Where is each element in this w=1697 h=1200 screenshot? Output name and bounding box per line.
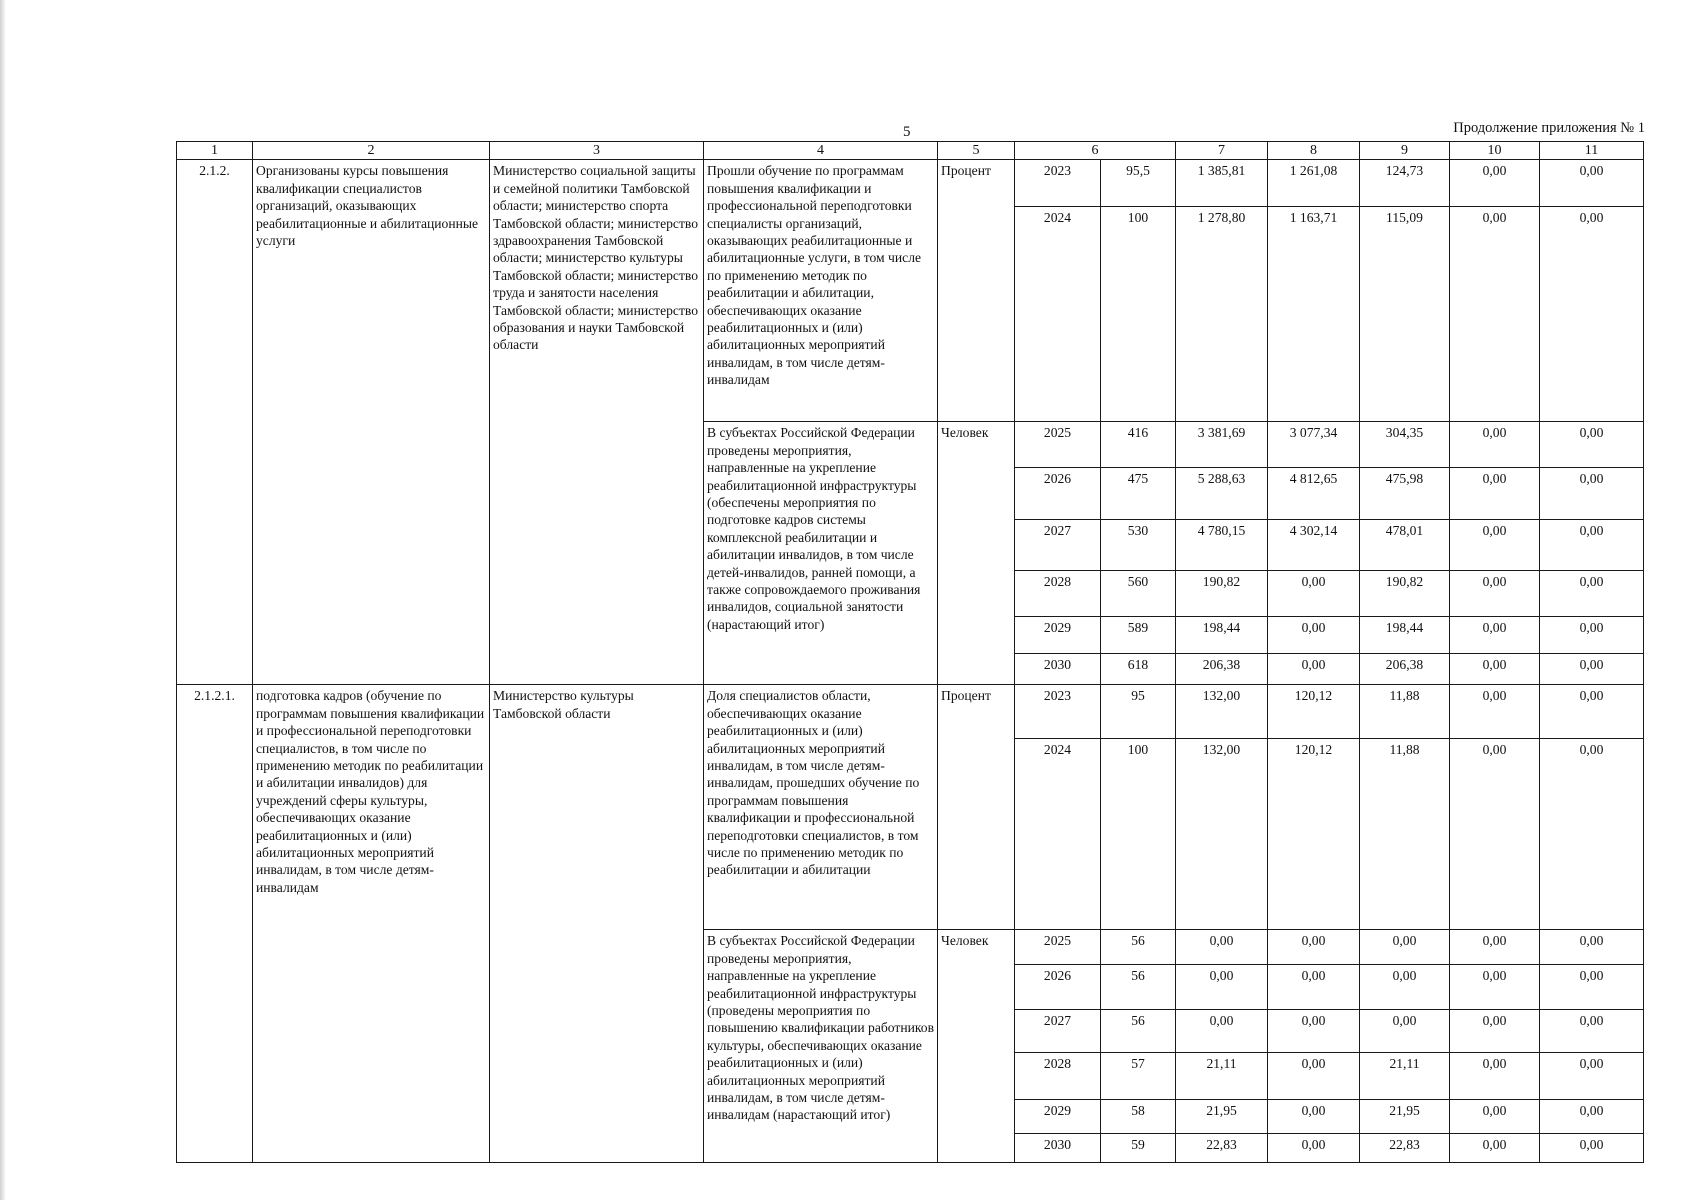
target-value-cell: 56: [1101, 1010, 1176, 1053]
year-cell: 2028: [1015, 571, 1101, 617]
federal-funding-cell: 4 302,14: [1268, 520, 1360, 571]
regional-funding-cell: 11,88: [1360, 685, 1450, 739]
target-value-cell: 59: [1101, 1134, 1176, 1163]
regional-funding-cell: 21,11: [1360, 1053, 1450, 1100]
target-value-cell: 530: [1101, 520, 1176, 571]
program-table: [176, 141, 1644, 1163]
other-funding-cell: 0,00: [1540, 160, 1644, 207]
total-funding-cell: 3 381,69: [1176, 422, 1268, 468]
target-value-cell: 58: [1101, 1100, 1176, 1134]
year-cell: 2028: [1015, 1053, 1101, 1100]
year-cell: 2027: [1015, 520, 1101, 571]
regional-funding-cell: 190,82: [1360, 571, 1450, 617]
federal-funding-cell: 3 077,34: [1268, 422, 1360, 468]
other-funding-cell: 0,00: [1540, 1053, 1644, 1100]
other-funding-cell: 0,00: [1540, 930, 1644, 965]
local-funding-cell: 0,00: [1450, 1053, 1540, 1100]
other-funding-cell: 0,00: [1540, 468, 1644, 520]
header-col-5: 5: [938, 142, 1015, 160]
local-funding-cell: 0,00: [1450, 1010, 1540, 1053]
other-funding-cell: 0,00: [1540, 617, 1644, 654]
regional-funding-cell: 21,95: [1360, 1100, 1450, 1134]
header-col-9: 9: [1360, 142, 1450, 160]
federal-funding-cell: 0,00: [1268, 617, 1360, 654]
total-funding-cell: 0,00: [1176, 965, 1268, 1010]
target-value-cell: 589: [1101, 617, 1176, 654]
other-funding-cell: 0,00: [1540, 520, 1644, 571]
indicator-text: Доля специалистов области, обеспечивающих оказание реабилитационных и (или) абилитационных мероприятий инвалидам, в том числе детям-инвалидам, прошедших обучение по программам повышения квалификации и профессиональной переподготовки специалистов, в том числе по применению методик по реабилитации и абилитации: [704, 685, 938, 930]
measure-code: 2.1.2.: [177, 160, 253, 685]
total-funding-cell: 0,00: [1176, 1010, 1268, 1053]
header-col-1: 1: [177, 142, 253, 160]
header-col-3: 3: [490, 142, 704, 160]
year-cell: 2026: [1015, 468, 1101, 520]
year-cell: 2023: [1015, 685, 1101, 739]
other-funding-cell: 0,00: [1540, 685, 1644, 739]
local-funding-cell: 0,00: [1450, 1100, 1540, 1134]
header-col-2: 2: [253, 142, 490, 160]
measure-executor: Министерство культуры Тамбовской области: [490, 685, 704, 1163]
local-funding-cell: 0,00: [1450, 160, 1540, 207]
total-funding-cell: 21,95: [1176, 1100, 1268, 1134]
total-funding-cell: 5 288,63: [1176, 468, 1268, 520]
scan-edge: [0, 0, 6, 1200]
page-number: 5: [903, 124, 911, 140]
regional-funding-cell: 11,88: [1360, 739, 1450, 930]
local-funding-cell: 0,00: [1450, 422, 1540, 468]
table-row: [177, 160, 1644, 207]
target-value-cell: 100: [1101, 739, 1176, 930]
year-cell: 2029: [1015, 617, 1101, 654]
target-value-cell: 95,5: [1101, 160, 1176, 207]
federal-funding-cell: 0,00: [1268, 654, 1360, 685]
regional-funding-cell: 0,00: [1360, 965, 1450, 1010]
measure-executor: Министерство социальной защиты и семейной политики Тамбовской области; министерство спорта Тамбовской области; министерство здравоохранения Тамбовской области; министерство культуры Тамбовской области; министерство труда и занятости населения Тамбовской области; министерство образования и науки Тамбовской области: [490, 160, 704, 685]
federal-funding-cell: 120,12: [1268, 685, 1360, 739]
regional-funding-cell: 198,44: [1360, 617, 1450, 654]
other-funding-cell: 0,00: [1540, 1100, 1644, 1134]
year-cell: 2024: [1015, 207, 1101, 422]
local-funding-cell: 0,00: [1450, 739, 1540, 930]
total-funding-cell: 198,44: [1176, 617, 1268, 654]
other-funding-cell: 0,00: [1540, 207, 1644, 422]
federal-funding-cell: 4 812,65: [1268, 468, 1360, 520]
target-value-cell: 57: [1101, 1053, 1176, 1100]
other-funding-cell: 0,00: [1540, 422, 1644, 468]
indicator-text: В субъектах Российской Федерации проведены мероприятия, направленные на укрепление реабилитационной инфраструктуры (проведены мероприятия по повышению квалификации работников культуры, обеспечивающих оказание реабилитационных и (или) абилитационных мероприятий инвалидам, в том числе детям-инвалидам (нарастающий итог): [704, 930, 938, 1163]
regional-funding-cell: 206,38: [1360, 654, 1450, 685]
other-funding-cell: 0,00: [1540, 1010, 1644, 1053]
federal-funding-cell: 120,12: [1268, 739, 1360, 930]
federal-funding-cell: 1 163,71: [1268, 207, 1360, 422]
total-funding-cell: 0,00: [1176, 930, 1268, 965]
measure-name: Организованы курсы повышения квалификации специалистов организаций, оказывающих реабилитационные и абилитационные услуги: [253, 160, 490, 685]
table-row: [177, 685, 1644, 739]
federal-funding-cell: 0,00: [1268, 1134, 1360, 1163]
measure-name: подготовка кадров (обучение по программам повышения квалификации и профессиональной переподготовки специалистов, в том числе по применению методик по реабилитации и абилитации инвалидов) для учреждений сферы культуры, обеспечивающих оказание реабилитационных и (или) абилитационных мероприятий инвалидам, в том числе детям-инвалидам: [253, 685, 490, 1163]
target-value-cell: 560: [1101, 571, 1176, 617]
regional-funding-cell: 475,98: [1360, 468, 1450, 520]
local-funding-cell: 0,00: [1450, 930, 1540, 965]
target-value-cell: 100: [1101, 207, 1176, 422]
total-funding-cell: 190,82: [1176, 571, 1268, 617]
year-cell: 2029: [1015, 1100, 1101, 1134]
local-funding-cell: 0,00: [1450, 571, 1540, 617]
federal-funding-cell: 0,00: [1268, 965, 1360, 1010]
regional-funding-cell: 478,01: [1360, 520, 1450, 571]
local-funding-cell: 0,00: [1450, 685, 1540, 739]
indicator-unit: Процент: [938, 685, 1015, 930]
federal-funding-cell: 0,00: [1268, 1053, 1360, 1100]
year-cell: 2024: [1015, 739, 1101, 930]
total-funding-cell: 206,38: [1176, 654, 1268, 685]
year-cell: 2027: [1015, 1010, 1101, 1053]
total-funding-cell: 22,83: [1176, 1134, 1268, 1163]
year-cell: 2030: [1015, 654, 1101, 685]
target-value-cell: 56: [1101, 965, 1176, 1010]
indicator-unit: Процент: [938, 160, 1015, 422]
total-funding-cell: 21,11: [1176, 1053, 1268, 1100]
header-col-6: 6: [1015, 142, 1176, 160]
total-funding-cell: 132,00: [1176, 739, 1268, 930]
other-funding-cell: 0,00: [1540, 1134, 1644, 1163]
local-funding-cell: 0,00: [1450, 654, 1540, 685]
total-funding-cell: 4 780,15: [1176, 520, 1268, 571]
regional-funding-cell: 115,09: [1360, 207, 1450, 422]
local-funding-cell: 0,00: [1450, 520, 1540, 571]
target-value-cell: 416: [1101, 422, 1176, 468]
target-value-cell: 56: [1101, 930, 1176, 965]
year-cell: 2025: [1015, 422, 1101, 468]
measure-code: 2.1.2.1.: [177, 685, 253, 1163]
local-funding-cell: 0,00: [1450, 207, 1540, 422]
federal-funding-cell: 1 261,08: [1268, 160, 1360, 207]
target-value-cell: 95: [1101, 685, 1176, 739]
year-cell: 2025: [1015, 930, 1101, 965]
other-funding-cell: 0,00: [1540, 739, 1644, 930]
header-col-10: 10: [1450, 142, 1540, 160]
regional-funding-cell: 0,00: [1360, 930, 1450, 965]
header-col-8: 8: [1268, 142, 1360, 160]
indicator-text: Прошли обучение по программам повышения квалификации и профессиональной переподготовки специалисты организаций, оказывающих реабилитационные и абилитационные услуги, в том числе по применению методик по реабилитации и абилитации, обеспечивающих оказание реабилитационных и (или) абилитационных мероприятий инвалидам, в том числе детям-инвалидам: [704, 160, 938, 422]
regional-funding-cell: 124,73: [1360, 160, 1450, 207]
header-col-11: 11: [1540, 142, 1644, 160]
header-row: [177, 142, 1644, 160]
federal-funding-cell: 0,00: [1268, 1010, 1360, 1053]
target-value-cell: 618: [1101, 654, 1176, 685]
other-funding-cell: 0,00: [1540, 965, 1644, 1010]
indicator-text: В субъектах Российской Федерации проведены мероприятия, направленные на укрепление реабилитационной инфраструктуры (обеспечены мероприятия по подготовке кадров системы комплексной реабилитации и абилитации инвалидов, в том числе детей-инвалидов, ранней помощи, а также сопровождаемого проживания инвалидов, социальной занятости (нарастающий итог): [704, 422, 938, 685]
other-funding-cell: 0,00: [1540, 654, 1644, 685]
total-funding-cell: 132,00: [1176, 685, 1268, 739]
year-cell: 2023: [1015, 160, 1101, 207]
local-funding-cell: 0,00: [1450, 1134, 1540, 1163]
federal-funding-cell: 0,00: [1268, 571, 1360, 617]
other-funding-cell: 0,00: [1540, 571, 1644, 617]
target-value-cell: 475: [1101, 468, 1176, 520]
continuation-note: Продолжение приложения № 1: [1453, 120, 1645, 136]
year-cell: 2026: [1015, 965, 1101, 1010]
header-col-7: 7: [1176, 142, 1268, 160]
regional-funding-cell: 22,83: [1360, 1134, 1450, 1163]
regional-funding-cell: 0,00: [1360, 1010, 1450, 1053]
total-funding-cell: 1 278,80: [1176, 207, 1268, 422]
indicator-unit: Человек: [938, 930, 1015, 1163]
federal-funding-cell: 0,00: [1268, 930, 1360, 965]
total-funding-cell: 1 385,81: [1176, 160, 1268, 207]
federal-funding-cell: 0,00: [1268, 1100, 1360, 1134]
local-funding-cell: 0,00: [1450, 965, 1540, 1010]
regional-funding-cell: 304,35: [1360, 422, 1450, 468]
local-funding-cell: 0,00: [1450, 617, 1540, 654]
local-funding-cell: 0,00: [1450, 468, 1540, 520]
year-cell: 2030: [1015, 1134, 1101, 1163]
header-col-4: 4: [704, 142, 938, 160]
indicator-unit: Человек: [938, 422, 1015, 685]
